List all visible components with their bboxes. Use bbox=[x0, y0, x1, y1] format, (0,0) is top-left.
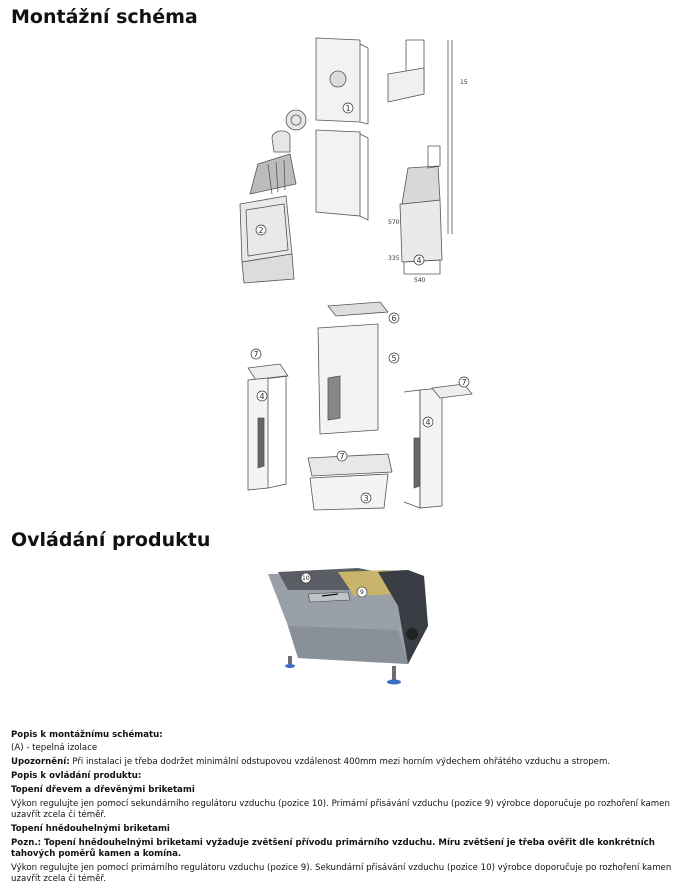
note-tepelna-izolace: (A) - tepelná izolace bbox=[11, 743, 98, 753]
heading-topeni-uhlim: Topení hnědouhelnými briketami bbox=[11, 824, 170, 834]
paragraph-drevo-regulace: Výkon regulujte jen pomocí sekundárního regulátoru vzduchu (pozice 10). Primární přisávání vzduchu (pozice 9) výrobce doporučuje po rozhoření kamen uzavřít zcela či téměř. bbox=[11, 799, 670, 820]
paragraph-uhli-regulace: Výkon regulujte jen pomocí primárního regulátoru vzduchu (pozice 9). Sekundární přisávání vzduchu (pozice 10) výrobce doporučuje po rozhoření kamen uzavřít zcela či téměř. bbox=[11, 863, 672, 884]
label-4: 4 bbox=[416, 256, 422, 265]
label-4-right: 4 bbox=[425, 418, 431, 427]
upozorneni-label: Upozornění: bbox=[11, 757, 70, 767]
exploded-parts-diagram bbox=[228, 298, 488, 513]
label-1: 1 bbox=[345, 104, 351, 113]
section-title-montazni-schema: Montážní schéma bbox=[11, 6, 198, 28]
installation-diagram bbox=[228, 34, 488, 284]
stove-controls-illustration bbox=[258, 566, 436, 694]
label-9: 9 bbox=[360, 589, 364, 596]
label-7-center: 7 bbox=[339, 452, 345, 461]
heading-ovladani-popis: Popis k ovládání produktu: bbox=[11, 771, 142, 781]
label-4-left: 4 bbox=[259, 392, 265, 401]
dim-540: 540 bbox=[414, 277, 426, 284]
label-10: 10 bbox=[302, 575, 310, 582]
label-7-right: 7 bbox=[461, 378, 467, 387]
dim-15: 15 bbox=[460, 79, 468, 86]
label-3: 3 bbox=[363, 494, 369, 503]
label-6: 6 bbox=[391, 314, 397, 323]
paragraph-upozorneni bbox=[11, 757, 685, 768]
dim-570: 570 bbox=[388, 219, 400, 226]
label-5: 5 bbox=[391, 354, 397, 363]
dim-335: 335 bbox=[388, 255, 400, 262]
heading-topeni-drevem: Topení dřevem a dřevěnými briketami bbox=[11, 785, 195, 795]
label-2: 2 bbox=[258, 226, 264, 235]
label-7-left: 7 bbox=[253, 350, 259, 359]
heading-montaz-popis: Popis k montážnímu schématu: bbox=[11, 730, 163, 740]
section-title-ovladani-produktu: Ovládání produktu bbox=[11, 529, 211, 551]
paragraph-pozn-uhli: Pozn.: Topení hnědouhelnými briketami vyžaduje zvětšení přívodu primárního vzduchu. Míru zvětšení je třeba ověřit dle konkrétních tahových poměrů kamen a komína. bbox=[11, 838, 655, 859]
upozorneni-text: Při instalaci je třeba dodržet minimální odstupovou vzdálenost 400mm mezi horním výdechem ohřátého vzduchu a stropem. bbox=[69, 757, 611, 767]
